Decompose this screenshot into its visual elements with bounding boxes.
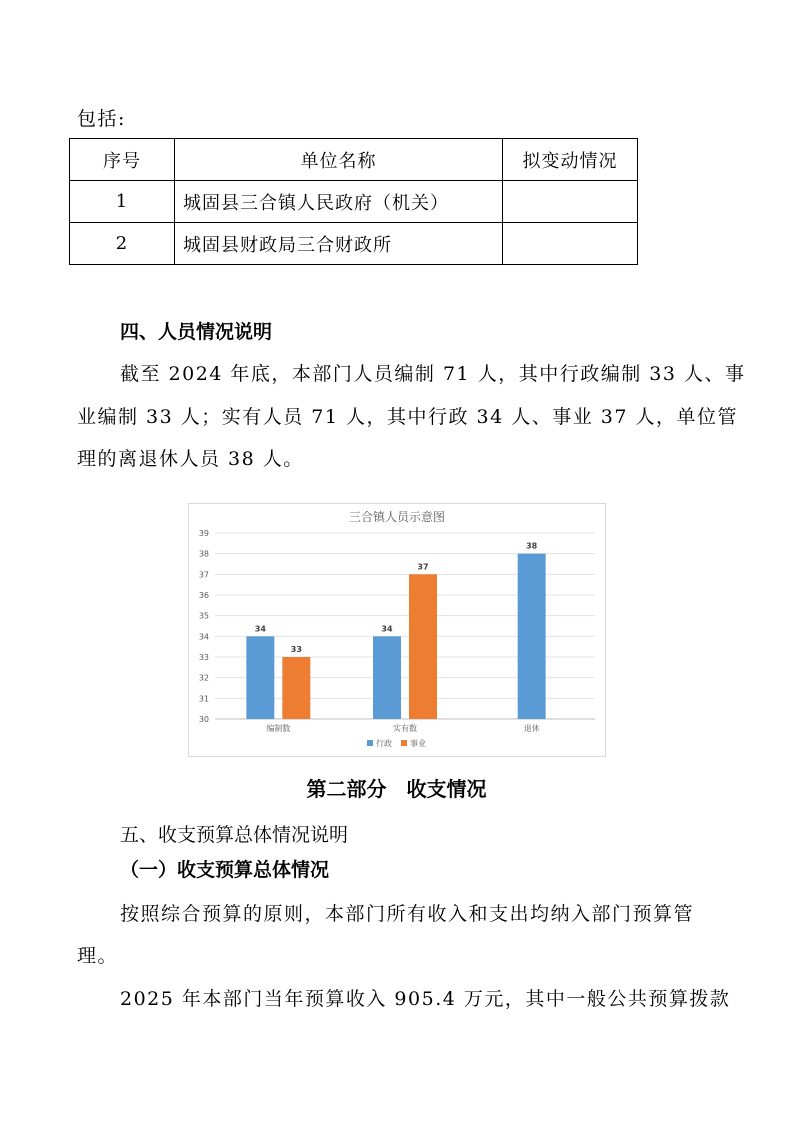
bar <box>409 574 437 719</box>
section4-line-1: 截至 2024 年底，本部门人员编制 71 人，其中行政编制 33 人、事 <box>120 363 746 385</box>
data-label: 34 <box>254 624 266 634</box>
y-tick-label: 39 <box>198 529 209 538</box>
y-tick-label: 32 <box>198 673 209 683</box>
y-tick-label: 38 <box>198 549 209 559</box>
bar <box>282 657 310 719</box>
bar <box>518 554 546 719</box>
row-name: 城固县三合镇人民政府（机关） <box>175 181 503 223</box>
y-tick-label: 34 <box>198 632 209 642</box>
section5-sub1: （一）收支预算总体情况 <box>120 859 330 881</box>
data-label: 38 <box>526 541 538 551</box>
data-label: 34 <box>381 624 393 634</box>
table-row <box>70 223 638 265</box>
data-label: 37 <box>417 562 429 572</box>
section4-line-3: 理的离退休人员 38 人。 <box>77 448 304 470</box>
legend-swatch <box>367 740 373 746</box>
part2-title: 第二部分 收支情况 <box>306 777 487 801</box>
y-tick-label: 35 <box>198 611 209 621</box>
row-no: 1 <box>70 181 175 223</box>
legend-swatch <box>401 740 407 746</box>
intro-text: 包括: <box>77 108 126 130</box>
legend-label: 行政 <box>376 739 392 748</box>
section4-title: 四、人员情况说明 <box>120 321 273 343</box>
header-name: 单位名称 <box>175 139 503 181</box>
section4-line-2: 业编制 33 人；实有人员 71 人，其中行政 34 人、事业 37 人，单位管 <box>77 406 739 428</box>
legend-label: 事业 <box>410 739 426 748</box>
y-tick-label: 36 <box>198 591 209 600</box>
table-row <box>70 181 638 223</box>
section5-line-2: 理。 <box>77 945 119 967</box>
row-name: 城固县财政局三合财政所 <box>175 223 503 265</box>
staff-chart <box>188 503 606 757</box>
section5-line-3: 2025 年本部门当年预算收入 905.4 万元，其中一般公共预算拨款 <box>120 988 731 1010</box>
y-tick-label: 30 <box>198 715 209 724</box>
x-tick-label: 退休 <box>523 724 540 733</box>
unit-table <box>69 138 638 265</box>
section5-line-1: 按照综合预算的原则，本部门所有收入和支出均纳入部门预算管 <box>120 903 695 925</box>
x-tick-label: 实有数 <box>393 724 417 733</box>
bar <box>246 636 274 719</box>
y-tick-label: 31 <box>198 694 209 704</box>
row-change <box>503 181 638 223</box>
header-no: 序号 <box>70 139 175 181</box>
y-tick-label: 33 <box>198 653 209 662</box>
table-header-row <box>70 139 638 181</box>
x-tick-label: 编制数 <box>266 724 291 733</box>
chart-title: 三合镇人员示意图 <box>348 510 446 524</box>
bar <box>373 636 401 719</box>
y-tick-label: 37 <box>198 570 209 580</box>
data-label: 33 <box>290 645 302 654</box>
section5-title: 五、收支预算总体情况说明 <box>120 824 349 846</box>
row-no: 2 <box>70 223 175 265</box>
row-change <box>503 223 638 265</box>
header-change: 拟变动情况 <box>503 139 638 181</box>
chart-svg <box>189 504 605 756</box>
